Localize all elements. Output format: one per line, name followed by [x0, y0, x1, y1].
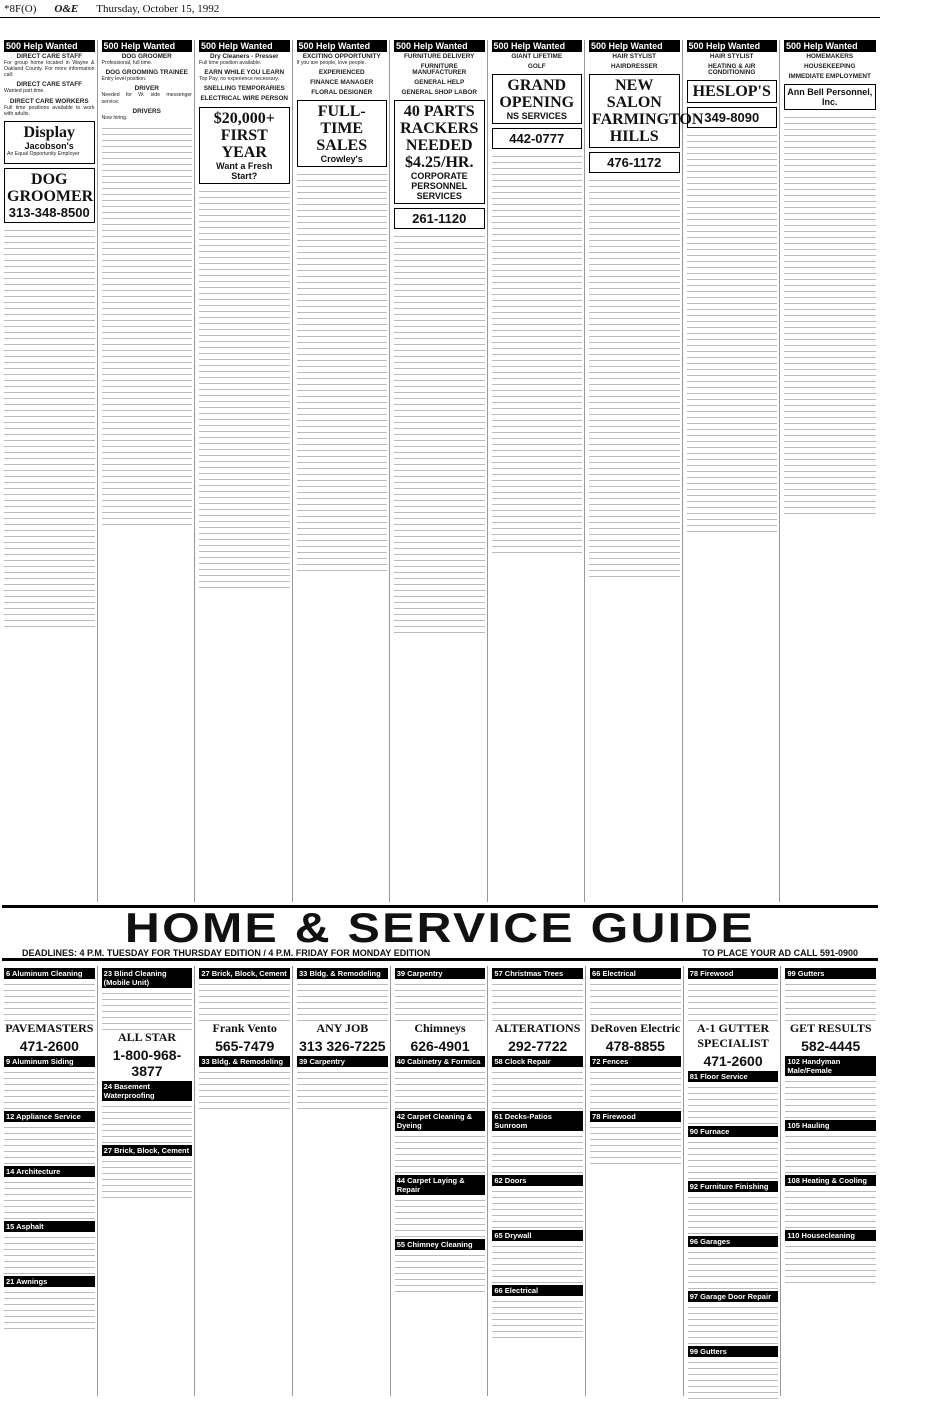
service-business-name: GET RESULTS [789, 1021, 872, 1035]
classified-text-block [394, 233, 485, 633]
column-heading: 500 Help Wanted [297, 40, 388, 52]
display-ad-phone: 442-0777 [509, 131, 565, 147]
service-category-heading: 110 Housecleaning [785, 1230, 876, 1241]
display-ad [492, 74, 583, 124]
ad-title: SNELLING TEMPORARIES [203, 85, 285, 93]
service-business-name: DeRoven Electric [590, 1021, 681, 1035]
classified-ad [394, 54, 485, 60]
service-business-name: ANY JOB [316, 1021, 369, 1035]
classified-ad [492, 64, 583, 70]
classified-column [587, 40, 704, 902]
service-listing-text [785, 1133, 876, 1173]
classified-column [295, 40, 391, 902]
service-listing-text [785, 981, 876, 1021]
display-ad [589, 74, 704, 148]
classified-column [197, 40, 293, 902]
service-category-heading: 24 Basement Waterproofing [102, 1081, 193, 1101]
ad-title: GENERAL SHOP LABOR [401, 89, 477, 97]
display-ad-subhead: Want a Fresh Start? [216, 160, 273, 181]
display-ad-headline: DOG GROOMER [7, 170, 94, 205]
service-category-heading: 9 Aluminum Siding [4, 1056, 95, 1067]
service-listing-text [785, 1078, 876, 1118]
ad-title: DRIVER [134, 85, 159, 93]
display-ad-phone: 313-348-8500 [8, 204, 90, 220]
classified-ad [102, 109, 193, 121]
service-guide-column [686, 966, 782, 1396]
classified-ad [199, 86, 290, 92]
display-ad [4, 168, 95, 223]
classified-ad [102, 86, 193, 104]
service-listing-text [492, 1243, 583, 1283]
ad-body: Professional, full time. [101, 60, 153, 67]
service-category-heading: 23 Blind Cleaning (Mobile Unit) [102, 968, 193, 988]
service-listing-text [4, 1124, 95, 1164]
ad-body: Needed for W. side messenger service. [101, 92, 192, 105]
ad-title: GIANT LIFETIME [511, 53, 563, 60]
service-listing-text [297, 1069, 388, 1109]
service-category-heading: 6 Aluminum Cleaning [4, 968, 95, 979]
service-category-heading: 39 Carpentry [297, 1056, 388, 1067]
service-phone-number: 471-2600 [19, 1038, 79, 1054]
service-listing-text [102, 1158, 193, 1198]
service-listing-text [590, 1069, 681, 1109]
classified-column [782, 40, 878, 902]
service-phone-number: 1-800-968-3877 [112, 1047, 182, 1079]
service-category-heading: 27 Brick, Block, Cement [199, 968, 290, 979]
classified-text-block [687, 132, 778, 532]
service-listing-text [492, 1133, 583, 1173]
display-ad [394, 100, 485, 204]
ad-body: For group home located in Wayne & Oakland County. For more information call: [4, 60, 95, 79]
ad-title: EXPERIENCED [318, 69, 365, 77]
service-listing-text [688, 1249, 779, 1289]
classified-column [392, 40, 488, 902]
classified-text-block [492, 153, 583, 553]
ad-body: Entry level position. [101, 76, 147, 83]
classified-text-block [199, 188, 290, 588]
service-category-heading: 66 Electrical [492, 1285, 583, 1296]
service-phone-number: 292-7722 [508, 1038, 568, 1054]
help-wanted-section [2, 40, 878, 902]
service-listing-text [785, 1243, 876, 1283]
classified-ad [394, 80, 485, 86]
display-ad-subhead: NS SERVICES [506, 111, 567, 122]
classified-text-block [784, 114, 876, 514]
service-listing-text [4, 1289, 95, 1329]
ad-title: DIRECT CARE STAFF [16, 53, 83, 60]
ad-body: Wanted part time. [4, 88, 45, 95]
service-listing-text [4, 1234, 95, 1274]
service-category-heading: 55 Chimney Cleaning [395, 1239, 486, 1250]
classified-ad [784, 74, 876, 80]
service-category-heading: 66 Electrical [590, 968, 681, 979]
service-category-heading: 15 Asphalt [4, 1221, 95, 1232]
service-category-heading: 42 Carpet Cleaning & Dyeing [395, 1111, 486, 1131]
service-guide-column [100, 966, 196, 1396]
ad-title: DOG GROOMING TRAINEE [105, 69, 188, 77]
service-category-heading: 27 Brick, Block, Cement [102, 1145, 193, 1156]
classified-ad [199, 96, 290, 102]
service-listing-text [4, 981, 95, 1021]
classified-column [490, 40, 586, 902]
classified-ad [492, 54, 583, 60]
service-category-heading: 90 Furnace [688, 1126, 779, 1137]
service-category-heading: 78 Firewood [688, 968, 779, 979]
service-business-name: A-1 GUTTER SPECIALIST [696, 1021, 770, 1050]
display-ad [394, 208, 485, 229]
ad-title: ELECTRICAL WIRE PERSON [200, 95, 289, 103]
ad-title: EXCITING OPPORTUNITY [302, 53, 381, 60]
service-business-name: PAVEMASTERS [5, 1021, 94, 1035]
classified-ad [4, 54, 95, 78]
classified-ad [297, 90, 388, 96]
service-listing-text [785, 1188, 876, 1228]
service-listing-text [590, 981, 681, 1021]
display-ad [784, 84, 876, 110]
classified-ad [4, 99, 95, 117]
service-category-heading: 65 Drywall [492, 1230, 583, 1241]
display-ad-phone: 476-1172 [607, 155, 662, 171]
service-category-heading: 39 Carpentry [395, 968, 486, 979]
home-service-guide-banner [2, 905, 878, 961]
service-category-heading: 72 Fences [590, 1056, 681, 1067]
ad-title: FURNITURE MANUFACTURER [412, 63, 467, 77]
column-heading: 500 Help Wanted [199, 40, 290, 52]
service-listing-text [590, 1124, 681, 1164]
ad-title: FLORAL DESIGNER [311, 89, 373, 97]
classified-ad [394, 64, 485, 76]
classified-ad [687, 64, 778, 76]
service-listing-text [688, 1084, 779, 1124]
service-guide-column [393, 966, 489, 1396]
publication-name: O&E [54, 2, 79, 15]
display-ad-phone: 261-1120 [412, 211, 467, 227]
service-category-heading: 81 Floor Service [688, 1071, 779, 1082]
ad-title: FINANCE MANAGER [310, 79, 374, 87]
column-heading: 500 Help Wanted [394, 40, 485, 52]
ad-title: GOLF [527, 63, 546, 71]
service-listing-text [492, 1069, 583, 1109]
ad-title: DIRECT CARE STAFF [16, 81, 83, 89]
ad-title: EARN WHILE YOU LEARN [204, 69, 285, 77]
classified-ad [589, 64, 680, 70]
ad-title: HAIR STYLIST [709, 53, 754, 60]
service-category-heading: 33 Bldg. & Remodeling [297, 968, 388, 979]
display-ad-headline: HESLOP'S [692, 83, 771, 101]
classified-column [2, 40, 98, 902]
service-guide-column [588, 966, 684, 1396]
display-ad [4, 121, 95, 164]
service-category-heading: 108 Heating & Cooling [785, 1175, 876, 1186]
service-phone-number: 582-4445 [801, 1038, 861, 1054]
issue-date: Thursday, October 15, 1992 [96, 2, 220, 15]
service-listing-text [199, 981, 290, 1021]
column-heading: 500 Help Wanted [492, 40, 583, 52]
service-guide-section [2, 966, 878, 1396]
display-ad-subhead: Crowley's [320, 154, 363, 165]
service-category-heading: 97 Garage Door Repair [688, 1291, 779, 1302]
service-category-heading: 44 Carpet Laying & Repair [395, 1175, 486, 1195]
service-listing-text [688, 1194, 779, 1234]
ad-title: FURNITURE DELIVERY [404, 53, 475, 60]
ad-body: If you are people, love people. [296, 60, 367, 67]
service-listing-text [297, 981, 388, 1021]
service-listing-text [492, 1298, 583, 1338]
classified-text-block [297, 171, 388, 571]
display-ad [297, 100, 388, 167]
guide-title: HOME & SERVICE GUIDE [124, 904, 756, 951]
service-listing-text [688, 1304, 779, 1344]
service-category-heading: 33 Bldg. & Remodeling [199, 1056, 290, 1067]
service-category-heading: 102 Handyman Male/Female [785, 1056, 876, 1076]
classified-ad [297, 54, 388, 66]
service-phone-number: 471-2600 [703, 1053, 763, 1069]
classified-ad [102, 54, 193, 66]
ad-title: GENERAL HELP [414, 79, 465, 87]
service-listing-text [4, 1179, 95, 1219]
service-listing-text [395, 1197, 486, 1237]
service-guide-column [490, 966, 586, 1396]
page-number: *8F(O) [4, 2, 37, 15]
ad-body: Full time positions available to work with adults. [4, 104, 95, 117]
column-heading: 500 Help Wanted [784, 40, 876, 52]
classified-column [685, 40, 781, 902]
ad-title: DIRECT CARE WORKERS [9, 97, 89, 105]
service-guide-column [2, 966, 98, 1396]
service-listing-text [395, 1252, 486, 1292]
service-phone-number: 478-8855 [605, 1038, 665, 1054]
service-guide-column [295, 966, 391, 1396]
service-listing-text [395, 981, 486, 1021]
column-heading: 500 Help Wanted [687, 40, 778, 52]
ad-title: IMMEDIATE EMPLOYMENT [788, 73, 871, 81]
ad-body: Top Pay, no experience necessary. [199, 76, 279, 83]
service-listing-text [688, 1359, 779, 1399]
service-category-heading: 105 Hauling [785, 1120, 876, 1131]
guide-call: TO PLACE YOUR AD CALL 591-0900 [702, 948, 858, 958]
display-ad-headline: Display [23, 123, 76, 141]
ad-title: HAIR STYLIST [612, 53, 657, 60]
service-category-heading: 99 Gutters [785, 968, 876, 979]
service-category-heading: 14 Architecture [4, 1166, 95, 1177]
ad-title: Dry Cleaners - Presser [209, 53, 279, 60]
ad-title: DOG GROOMER [121, 53, 172, 60]
service-guide-column [783, 966, 878, 1396]
service-category-heading: 99 Gutters [688, 1346, 779, 1357]
display-ad-phone: 349-8090 [704, 110, 760, 126]
classified-ad [199, 54, 290, 66]
service-category-heading: 21 Awnings [4, 1276, 95, 1287]
guide-deadlines: DEADLINES: 4 P.M. TUESDAY FOR THURSDAY EDITION / 4 P.M. FRIDAY FOR MONDAY EDITION [22, 948, 431, 958]
masthead [0, 0, 880, 18]
display-ad-headline: $20,000+ FIRST YEAR [213, 109, 275, 161]
service-business-name: ALL STAR [117, 1030, 177, 1044]
classified-text-block [4, 227, 95, 627]
service-phone-number: 565-7479 [215, 1038, 275, 1054]
classified-ad [784, 54, 876, 60]
service-category-heading: 96 Garages [688, 1236, 779, 1247]
display-ad [199, 107, 290, 184]
column-heading: 500 Help Wanted [102, 40, 193, 52]
display-ad [589, 152, 680, 173]
service-listing-text [688, 981, 779, 1021]
service-category-heading: 78 Firewood [590, 1111, 681, 1122]
column-heading: 500 Help Wanted [4, 40, 95, 52]
classified-ad [297, 80, 388, 86]
classified-ad [784, 64, 876, 70]
service-category-heading: 61 Decks-Patios Sunroom [492, 1111, 583, 1131]
service-listing-text [492, 1188, 583, 1228]
classified-text-block [589, 177, 680, 577]
display-ad [687, 80, 778, 103]
display-ad-headline: GRAND OPENING [499, 77, 575, 112]
classified-ad [394, 90, 485, 96]
service-category-heading: 57 Christmas Trees [492, 968, 583, 979]
ad-title: HOMEMAKERS [806, 53, 854, 60]
classified-ad [297, 70, 388, 76]
service-listing-text [102, 990, 193, 1030]
classified-ad [687, 54, 778, 60]
ad-title: HOUSEKEEPING [804, 63, 856, 71]
classified-ad [199, 70, 290, 82]
classified-ad [4, 82, 95, 94]
service-category-heading: 92 Furniture Finishing [688, 1181, 779, 1192]
service-business-name: ALTERATIONS [495, 1021, 581, 1035]
ad-title: HAIRDRESSER [610, 63, 658, 71]
service-listing-text [395, 1133, 486, 1173]
display-ad-headline: 40 PARTS RACKERS NEEDED $4.25/HR. [400, 103, 479, 172]
service-category-heading: 40 Cabinetry & Formica [395, 1056, 486, 1067]
ad-title: HEATING & AIR CONDITIONING [708, 63, 756, 77]
display-ad-subhead: Jacobson's [24, 140, 74, 151]
classified-text-block [102, 125, 193, 525]
classified-column [100, 40, 196, 902]
display-ad-headline: FULL-TIME SALES [316, 103, 368, 155]
ad-body: Now hiring. [101, 114, 128, 121]
service-listing-text [395, 1069, 486, 1109]
column-heading: 500 Help Wanted [589, 40, 680, 52]
display-ad-headline: NEW SALON FARMINGTON HILLS [592, 77, 704, 146]
service-guide-column [197, 966, 293, 1396]
service-listing-text [4, 1069, 95, 1109]
service-listing-text [688, 1139, 779, 1179]
display-ad [492, 128, 583, 149]
classified-ad [589, 54, 680, 60]
ad-body: Full time position available. [199, 60, 262, 67]
display-ad [687, 107, 778, 128]
classified-ad [102, 70, 193, 82]
service-listing-text [492, 981, 583, 1021]
service-phone-number: 313 326-7225 [299, 1038, 386, 1054]
ad-title: DRIVERS [132, 107, 161, 115]
service-listing-text [102, 1103, 193, 1143]
display-ad-subhead: CORPORATE PERSONNEL SERVICES [410, 171, 468, 202]
service-business-name: Frank Vento [212, 1021, 277, 1035]
service-business-name: Chimneys [414, 1021, 466, 1035]
service-category-heading: 62 Doors [492, 1175, 583, 1186]
display-ad-subhead: Ann Bell Personnel, Inc. [787, 87, 873, 108]
service-category-heading: 12 Appliance Service [4, 1111, 95, 1122]
service-listing-text [199, 1069, 290, 1109]
service-category-heading: 58 Clock Repair [492, 1056, 583, 1067]
service-phone-number: 626-4901 [410, 1038, 470, 1054]
display-ad-note: An Equal Opportunity Employer [7, 150, 80, 157]
